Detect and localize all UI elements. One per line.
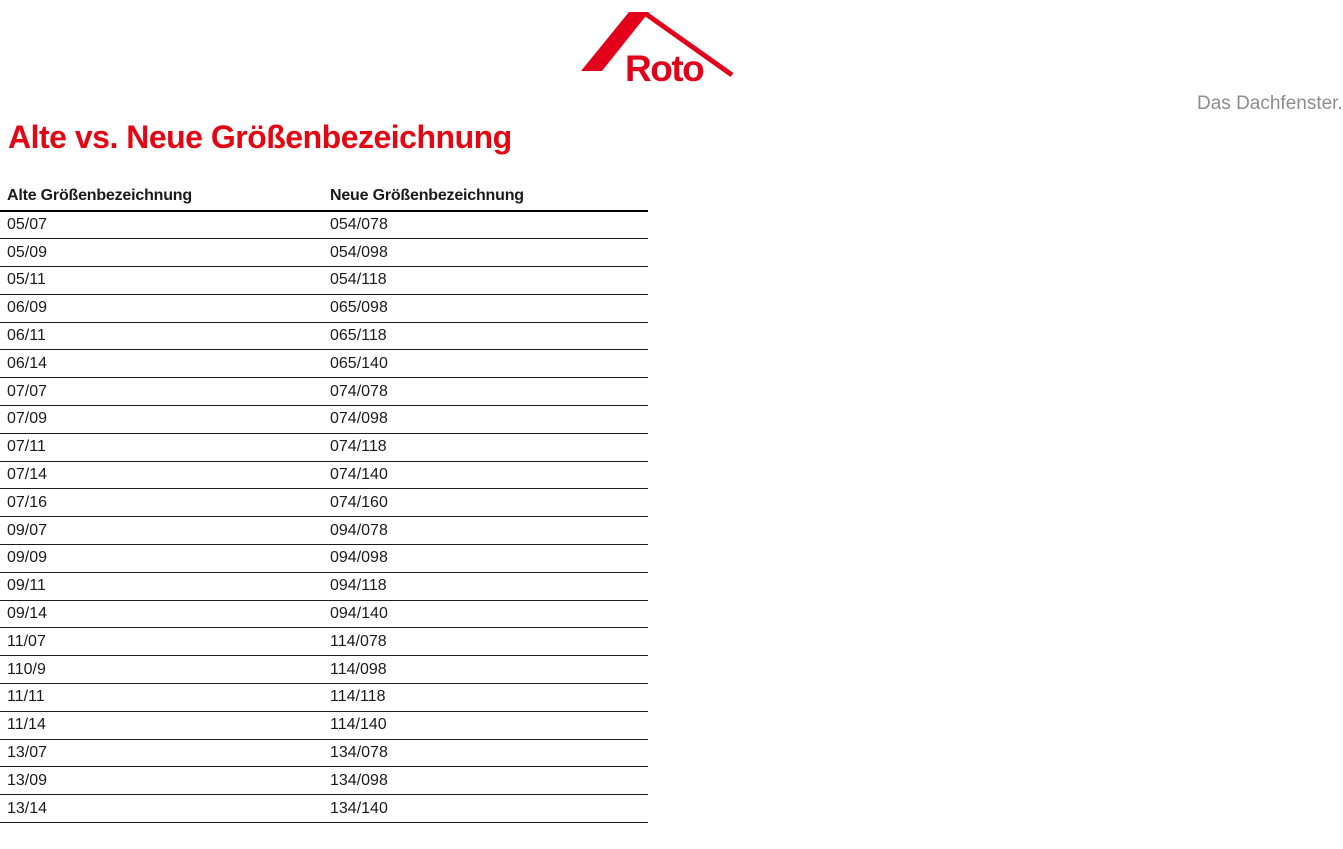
roto-logo — [565, 5, 1343, 115]
column-header-old: Alte Größenbezeichnung — [0, 187, 323, 211]
old-size-cell: 11/14 — [0, 711, 323, 739]
table-row — [0, 433, 648, 461]
old-size-cell: 06/09 — [0, 294, 323, 322]
table-row — [0, 211, 648, 239]
new-size-cell: 065/140 — [323, 350, 648, 378]
new-size-cell: 065/098 — [323, 294, 648, 322]
old-size-cell: 11/11 — [0, 684, 323, 712]
old-size-cell: 05/11 — [0, 267, 323, 295]
old-size-cell: 07/09 — [0, 406, 323, 434]
old-size-cell: 07/07 — [0, 378, 323, 406]
table-header-row — [0, 187, 648, 211]
old-size-cell: 13/07 — [0, 739, 323, 767]
old-size-cell: 09/11 — [0, 572, 323, 600]
new-size-cell: 094/098 — [323, 545, 648, 573]
old-size-cell: 06/14 — [0, 350, 323, 378]
old-size-cell: 11/07 — [0, 628, 323, 656]
new-size-cell: 114/140 — [323, 711, 648, 739]
old-size-cell: 07/14 — [0, 461, 323, 489]
size-table-body — [0, 211, 648, 823]
old-size-cell: 110/9 — [0, 656, 323, 684]
table-row — [0, 628, 648, 656]
old-size-cell: 09/14 — [0, 600, 323, 628]
table-row — [0, 739, 648, 767]
table-row — [0, 322, 648, 350]
new-size-cell: 114/118 — [323, 684, 648, 712]
old-size-cell: 07/11 — [0, 433, 323, 461]
new-size-cell: 074/118 — [323, 433, 648, 461]
new-size-cell: 074/078 — [323, 378, 648, 406]
brand-tagline: Das Dachfenster. — [1197, 93, 1343, 114]
table-row — [0, 684, 648, 712]
column-header-new: Neue Größenbezeichnung — [323, 187, 648, 211]
table-row — [0, 711, 648, 739]
table-row — [0, 545, 648, 573]
new-size-cell: 134/140 — [323, 795, 648, 823]
table-row — [0, 239, 648, 267]
table-row — [0, 572, 648, 600]
old-size-cell: 13/09 — [0, 767, 323, 795]
new-size-cell: 094/140 — [323, 600, 648, 628]
new-size-cell: 054/078 — [323, 211, 648, 239]
roto-roof-icon — [565, 5, 765, 90]
new-size-cell: 074/098 — [323, 406, 648, 434]
page-title: Alte vs. Neue Größenbezeichnung — [8, 119, 512, 155]
new-size-cell: 065/118 — [323, 322, 648, 350]
table-row — [0, 378, 648, 406]
new-size-cell: 054/098 — [323, 239, 648, 267]
table-row — [0, 406, 648, 434]
new-size-cell: 094/118 — [323, 572, 648, 600]
table-row — [0, 767, 648, 795]
size-conversion-table — [0, 187, 648, 823]
old-size-cell: 05/07 — [0, 211, 323, 239]
old-size-cell: 07/16 — [0, 489, 323, 517]
old-size-cell: 09/09 — [0, 545, 323, 573]
old-size-cell: 06/11 — [0, 322, 323, 350]
new-size-cell: 054/118 — [323, 267, 648, 295]
new-size-cell: 114/078 — [323, 628, 648, 656]
new-size-cell: 074/140 — [323, 461, 648, 489]
brand-wordmark: Roto — [625, 48, 704, 89]
table-row — [0, 600, 648, 628]
new-size-cell: 074/160 — [323, 489, 648, 517]
table-row — [0, 517, 648, 545]
new-size-cell: 114/098 — [323, 656, 648, 684]
new-size-cell: 134/098 — [323, 767, 648, 795]
old-size-cell: 05/09 — [0, 239, 323, 267]
table-row — [0, 795, 648, 823]
table-row — [0, 267, 648, 295]
table-row — [0, 489, 648, 517]
new-size-cell: 094/078 — [323, 517, 648, 545]
new-size-cell: 134/078 — [323, 739, 648, 767]
table-row — [0, 461, 648, 489]
table-row — [0, 294, 648, 322]
table-row — [0, 350, 648, 378]
table-row — [0, 656, 648, 684]
old-size-cell: 09/07 — [0, 517, 323, 545]
old-size-cell: 13/14 — [0, 795, 323, 823]
